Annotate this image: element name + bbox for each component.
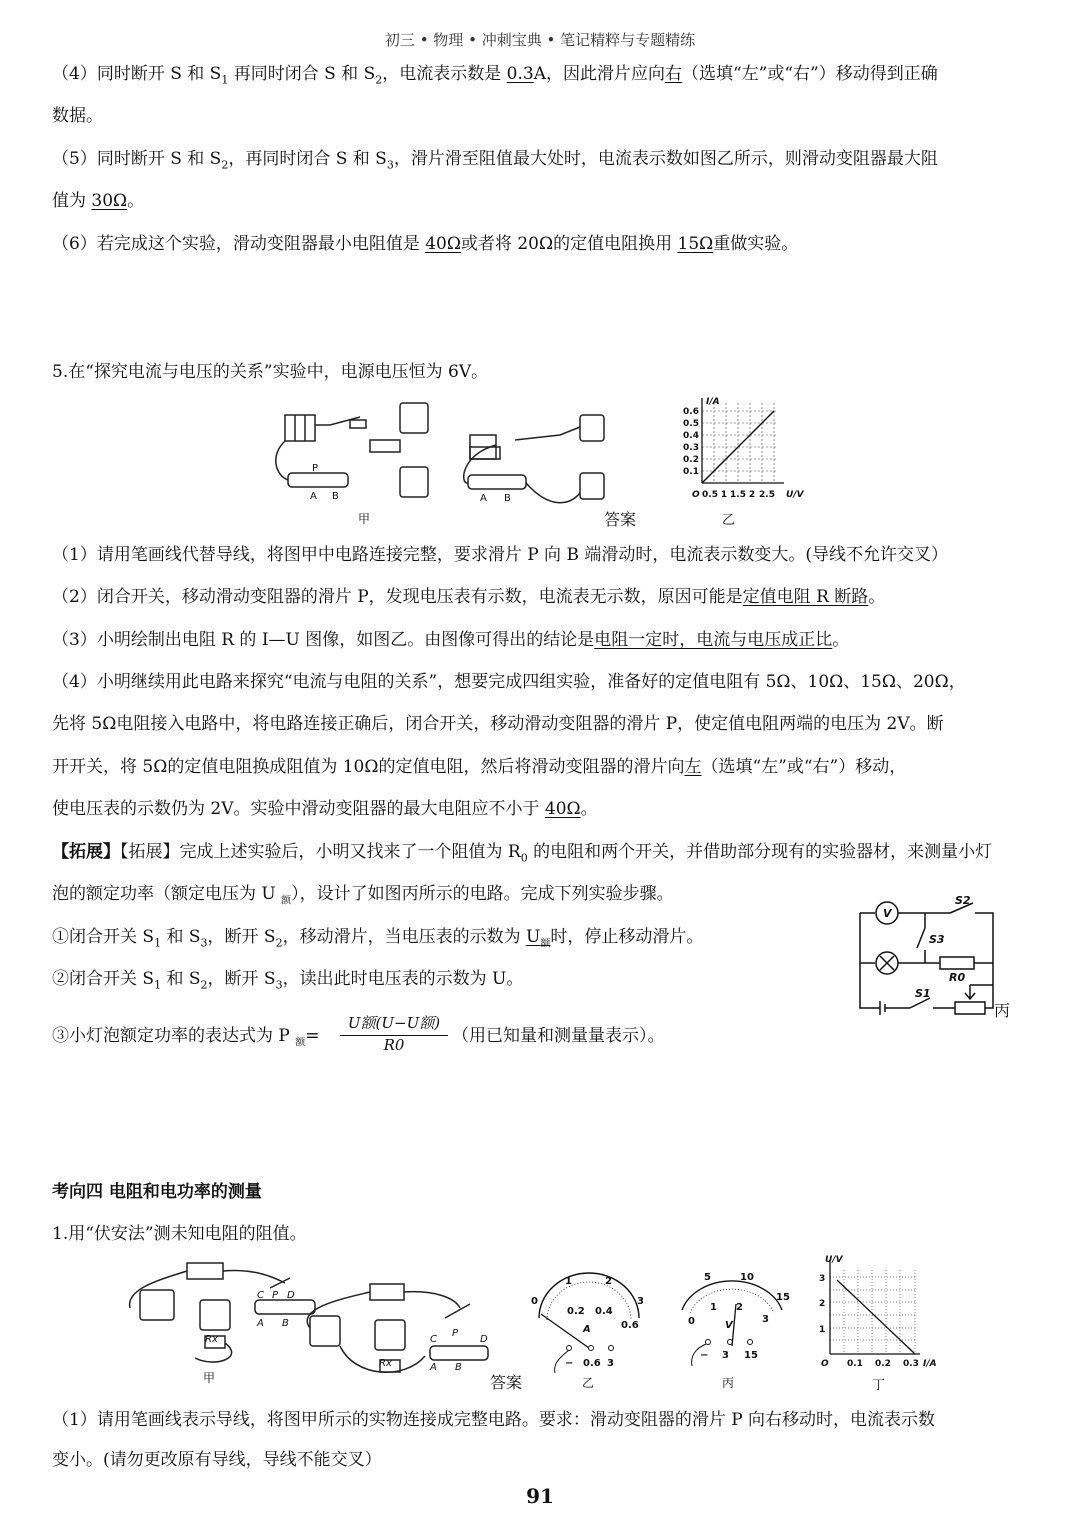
needle-icon bbox=[541, 1314, 589, 1348]
q5-ext-a: 【拓展】【拓展】完成上述实验后，小明又找来了一个阻值为 $R_0$ 的电阻和两个开关，并借助部分现有的实验器材，来测量小灯 bbox=[52, 842, 993, 865]
axis-origin: O bbox=[821, 1359, 829, 1369]
switch-icon bbox=[330, 417, 360, 425]
axis-label-x: U/V bbox=[786, 490, 804, 500]
formula-denominator: R0 bbox=[383, 1036, 405, 1054]
voltmeter-inner-tick: 3 bbox=[762, 1314, 769, 1325]
q4-line-4a: （4）同时断开 S 和 $S_1$ 再同时闭合 S 和 $S_2$，电流表示数是 0.3A，因此滑片应向右（选填“左”或“右”）移动得到正确 bbox=[52, 64, 938, 87]
voltmeter-inner-tick: 2 bbox=[736, 1302, 743, 1313]
y-tick: 3 bbox=[819, 1274, 826, 1284]
q5-step2: ②闭合开关 $S_1$ 和 $S_2$，断开 $S_3$，读出此时电压表的示数为 U。 bbox=[52, 969, 524, 992]
q4-line-5a: （5）同时断开 S 和 $S_2$，再同时闭合 S 和 $S_3$，滑片滑至阻值最大处时，电流表示数如图乙所示，则滑动变阻器最大阻 bbox=[52, 149, 938, 172]
ammeter-terminal: 0.6 bbox=[583, 1358, 601, 1369]
q5-step3-post: （用已知量和测量量表示）。 bbox=[452, 1026, 665, 1046]
voltmeter-terminal: 3 bbox=[722, 1350, 729, 1361]
y-tick: 0.3 bbox=[683, 443, 699, 453]
x-tick: 0.1 bbox=[847, 1359, 863, 1369]
s3-label: S3 bbox=[929, 933, 945, 946]
q5-ext-b: 泡的额定功率（额定电压为 U $_额$），设计了如图丙所示的电路。完成下列实验步骤。 bbox=[52, 884, 674, 907]
svg-text:B: B bbox=[332, 491, 339, 502]
q5-p4c: 开开关，将 5Ω的定值电阻换成阻值为 10Ω的定值电阻，然后将滑动变阻器的滑片向左（选填“左”或“右”）移动， bbox=[52, 757, 907, 777]
q5-p4b: 先将 5Ω电阻接入电路中，将电路连接正确后，闭合开关，移动滑动变阻器的滑片 P，使定值电阻两端的电压为 2V。断 bbox=[52, 714, 944, 734]
y-tick: 2 bbox=[819, 1299, 826, 1309]
svg-text:P: P bbox=[452, 1328, 459, 1339]
svg-text:B: B bbox=[455, 1362, 462, 1373]
voltmeter-tick: 10 bbox=[740, 1272, 754, 1283]
battery-icon bbox=[285, 415, 315, 441]
svg-text:D: D bbox=[480, 1334, 488, 1345]
ammeter-icon bbox=[400, 403, 428, 433]
voltmeter-tick: 15 bbox=[776, 1292, 790, 1303]
voltmeter-inner-tick: 0 bbox=[688, 1316, 695, 1327]
axis-label-x: I/A bbox=[923, 1359, 937, 1369]
answer-blank: 定值电阻 R 断路 bbox=[742, 587, 869, 607]
q4-line-5b: 值为 30Ω。 bbox=[52, 191, 145, 211]
svg-text:Rx: Rx bbox=[205, 1334, 218, 1345]
answer-blank: 30Ω bbox=[91, 191, 128, 211]
q5-graph-yi bbox=[672, 393, 817, 513]
graph-ding bbox=[815, 1252, 955, 1372]
voltmeter-terminal: 15 bbox=[744, 1350, 758, 1361]
y-tick: 0.1 bbox=[683, 467, 699, 477]
resistor-r0 bbox=[940, 957, 974, 969]
s4-p1a: （1）请用笔画线表示导线，将图甲所示的实物连接成完整电路。要求：滑动变阻器的滑片 P 向右移动时，电流表示数 bbox=[52, 1410, 936, 1430]
formula-numerator: U额(U−U额) bbox=[340, 1012, 448, 1036]
s4-fig-ding: 丁 bbox=[872, 1378, 886, 1393]
q4-line-6: （6）若完成这个实验，滑动变阻器最小电阻值是 40Ω或者将 20Ω的定值电阻换用 15Ω重做实验。 bbox=[52, 234, 799, 254]
ammeter-inner-tick: 0.2 bbox=[567, 1306, 585, 1317]
rheostat-icon bbox=[288, 473, 348, 487]
q5-step1: ①闭合开关 $S_1$ 和 $S_3$，断开 $S_2$，移动滑片，当电压表的示数为 $U_额$时，停止移动滑片。 bbox=[52, 927, 704, 950]
axis-origin: O bbox=[692, 490, 700, 500]
svg-text:P: P bbox=[312, 463, 319, 474]
section-title: 考向四 电阻和电功率的测量 bbox=[52, 1182, 262, 1202]
q4-line-4b: 数据。 bbox=[52, 106, 103, 126]
q5-p4a: （4）小明继续用此电路来探究“电流与电阻的关系”，想要完成四组实验，准备好的定值电阻有 5Ω、10Ω、15Ω、20Ω， bbox=[52, 672, 966, 692]
svg-text:Rx: Rx bbox=[379, 1358, 392, 1369]
svg-text:B: B bbox=[504, 493, 511, 504]
axis-label-y: I/A bbox=[706, 397, 720, 407]
voltmeter-tick: 5 bbox=[704, 1272, 711, 1283]
ammeter-tick: 3 bbox=[637, 1296, 644, 1307]
x-tick: 0.3 bbox=[903, 1359, 919, 1369]
fig-answer-label: 答案 bbox=[604, 510, 637, 529]
answer-blank: 电阻一定时，电流与电压成正比 bbox=[594, 630, 833, 650]
answer-blank: 15Ω bbox=[677, 234, 714, 254]
x-tick: 2 bbox=[748, 490, 756, 500]
ammeter-dial bbox=[525, 1268, 650, 1373]
power-supply-icon bbox=[187, 1263, 223, 1279]
q5-stem: 5.在“探究电流与电压的关系”实验中，电源电压恒为 6V。 bbox=[52, 362, 489, 382]
s4-fig-jia: 甲 bbox=[203, 1371, 216, 1385]
voltmeter-icon bbox=[400, 467, 428, 497]
ammeter-terminal: − bbox=[565, 1358, 574, 1369]
fig-bing-label: 丙 bbox=[994, 1001, 1011, 1020]
rheostat-symbol bbox=[955, 1002, 985, 1014]
y-tick: 0.6 bbox=[683, 407, 699, 417]
svg-text:P: P bbox=[272, 1290, 279, 1301]
s1-label: S1 bbox=[915, 987, 931, 1000]
q5-p1: （1）请用笔画线代替导线，将图甲中电路连接完整，要求滑片 P 向 B 端滑动时，电流表示数变大。(导线不允许交叉） bbox=[52, 545, 948, 565]
svg-text:A: A bbox=[480, 493, 487, 504]
q5-p4d: 使电压表的示数仍为 2V。实验中滑动变阻器的最大电阻应不小于 40Ω。 bbox=[52, 799, 598, 819]
y-tick: 0.2 bbox=[683, 455, 699, 465]
ammeter-inner-tick: 0.6 bbox=[621, 1320, 639, 1331]
page-header: 初三 • 物理 • 冲刺宝典 • 笔记精粹与专题精练 bbox=[384, 31, 696, 49]
q5-p2: （2）闭合开关，移动滑动变阻器的滑片 P，发现电压表有示数，电流表无示数，原因可能是定值电阻 R 断路。 bbox=[52, 587, 886, 607]
s4-apparatus-figure bbox=[125, 1258, 495, 1388]
ammeter-terminal: 3 bbox=[607, 1358, 614, 1369]
svg-text:A: A bbox=[430, 1362, 437, 1373]
voltmeter-dial bbox=[670, 1268, 795, 1373]
answer-blank: 左 bbox=[684, 757, 702, 777]
x-tick: 1.5 bbox=[730, 490, 746, 500]
svg-text:A: A bbox=[257, 1318, 264, 1329]
ammeter-unit: A bbox=[583, 1324, 591, 1335]
s4-fig-yi: 乙 bbox=[582, 1376, 595, 1390]
q5-step3: ③小灯泡额定功率的表达式为 P $_额$= bbox=[52, 1026, 320, 1049]
answer-blank: $U_额$ bbox=[526, 927, 551, 950]
answer-blank: 右 bbox=[664, 64, 682, 84]
svg-text:B: B bbox=[282, 1318, 289, 1329]
q5-apparatus-figure bbox=[270, 395, 610, 525]
x-tick: 1 bbox=[720, 490, 728, 500]
x-tick: 0.5 bbox=[702, 490, 718, 500]
data-line bbox=[837, 1280, 915, 1354]
s4-fig-bing: 丙 bbox=[722, 1376, 735, 1390]
s4-p1b: 变小。(请勿更改原有导线，导线不能交叉） bbox=[52, 1450, 382, 1470]
y-tick: 1 bbox=[819, 1325, 826, 1335]
s4-q1-stem: 1.用“伏安法”测未知电阻的阻值。 bbox=[52, 1224, 307, 1244]
svg-text:C: C bbox=[257, 1290, 264, 1301]
fig-jia-label: 甲 bbox=[358, 512, 371, 526]
voltmeter-terminal: − bbox=[700, 1350, 709, 1361]
resistor-icon bbox=[370, 440, 400, 452]
voltmeter-unit: V bbox=[725, 1320, 733, 1331]
voltmeter-inner-tick: 1 bbox=[710, 1302, 717, 1313]
answer-blank: 40Ω bbox=[425, 234, 461, 254]
page-number: 91 bbox=[526, 1484, 554, 1508]
s2-label: S2 bbox=[955, 894, 971, 907]
y-tick: 0.5 bbox=[683, 419, 699, 429]
ammeter-tick: 1 bbox=[565, 1276, 572, 1287]
x-tick: 2.5 bbox=[759, 490, 775, 500]
svg-text:C: C bbox=[430, 1334, 437, 1345]
ammeter-inner-tick: 0.4 bbox=[595, 1306, 613, 1317]
formula-fraction bbox=[340, 1012, 448, 1054]
ammeter-tick: 2 bbox=[605, 1276, 612, 1287]
x-tick: 0.2 bbox=[875, 1359, 891, 1369]
voltmeter-label: V bbox=[883, 907, 892, 920]
svg-text:A: A bbox=[310, 491, 317, 502]
y-tick: 0.4 bbox=[683, 431, 699, 441]
q5-p3: （3）小明绘制出电阻 R 的 I—U 图像，如图乙。由图像可得出的结论是电阻一定时，电流与电压成正比。 bbox=[52, 630, 850, 650]
s4-fig-answer: 答案 bbox=[490, 1373, 523, 1392]
axis-label-y: U/V bbox=[825, 1255, 843, 1265]
fig-yi-label: 乙 bbox=[722, 513, 736, 528]
answer-blank: 0.3 bbox=[506, 64, 534, 84]
r0-label: R0 bbox=[949, 971, 966, 984]
switch-s3 bbox=[917, 928, 925, 948]
svg-text:D: D bbox=[287, 1290, 295, 1301]
answer-blank: 40Ω bbox=[544, 799, 581, 819]
ammeter-tick: 0 bbox=[531, 1296, 538, 1307]
